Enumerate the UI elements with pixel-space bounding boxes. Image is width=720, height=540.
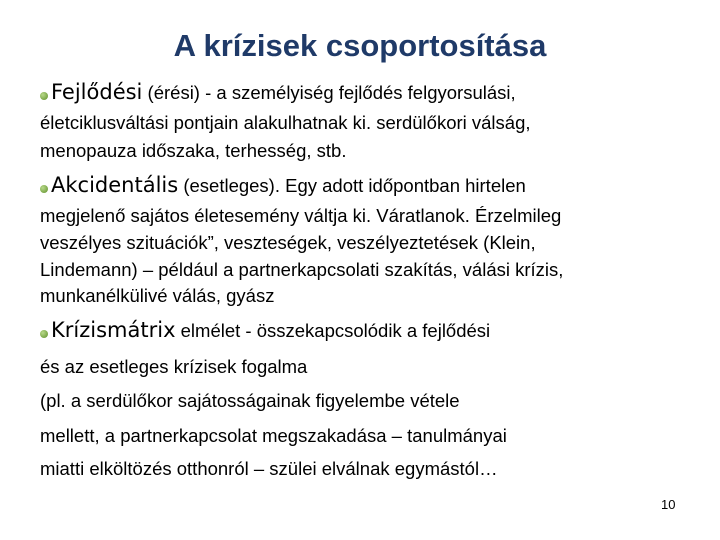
section-line: veszélyes szituációk”, veszteségek, veszélyeztetések (Klein, <box>40 232 536 253</box>
section-line: és az esetleges krízisek fogalma <box>40 356 308 377</box>
section-term: Krízismátrix <box>51 318 176 342</box>
section-line: (pl. a serdülőkor sajátosságainak figyelembe vétele <box>40 390 460 411</box>
section-term: Akcidentális <box>51 173 179 197</box>
section-first-line <box>40 318 490 342</box>
section-term: Fejlődési <box>51 80 143 104</box>
section-line: munkanélkülivé válás, gyász <box>40 285 275 306</box>
section-first-line <box>40 173 526 197</box>
page-number: 10 <box>661 497 676 512</box>
section-line: (esetleges). Egy adott időpontban hirtelen <box>178 175 526 196</box>
section-line: menopauza időszaka, terhesség, stb. <box>40 140 347 161</box>
slide-title: A krízisek csoportosítása <box>173 28 547 63</box>
section-line: miatti elköltözés otthonról – szülei elválnak egymástól… <box>40 458 498 479</box>
bullet-icon <box>40 92 48 100</box>
section-line: mellett, a partnerkapcsolat megszakadása – tanulmányai <box>40 425 507 446</box>
section-first-line <box>40 80 516 104</box>
bullet-icon <box>40 185 48 193</box>
section-line: életciklusváltási pontjain alakulhatnak ki. serdülőkori válság, <box>40 112 531 133</box>
section-line: megjelenő sajátos életesemény váltja ki. Váratlanok. Érzelmileg <box>40 205 562 226</box>
section-line: elmélet - összekapcsolódik a fejlődési <box>175 320 491 341</box>
section-line: Lindemann) – például a partnerkapcsolati szakítás, válási krízis, <box>40 259 564 280</box>
bullet-icon <box>40 330 48 338</box>
section-line: (érési) - a személyiség fejlődés felgyorsulási, <box>142 82 516 103</box>
